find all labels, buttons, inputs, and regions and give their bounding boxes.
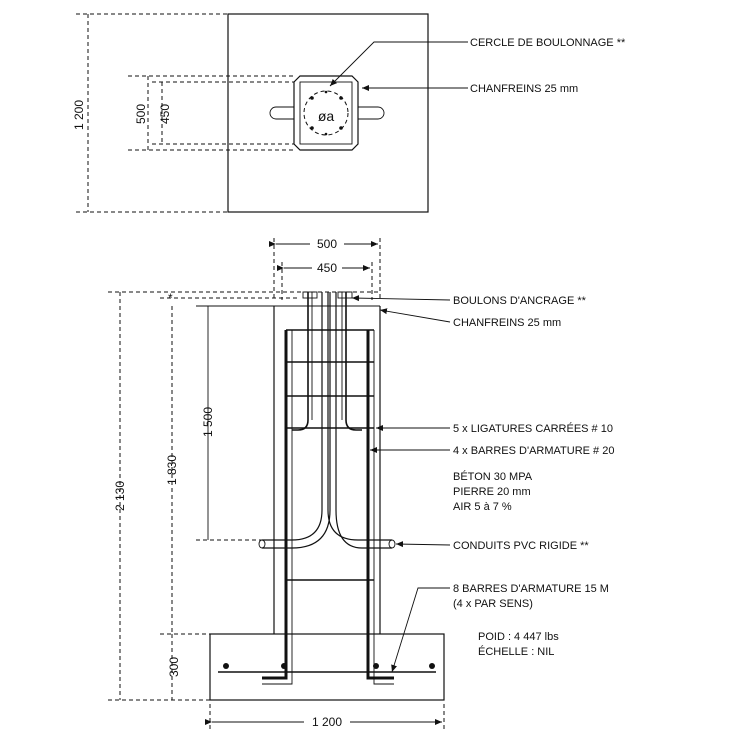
elev-top-inner-dim: 450	[316, 261, 338, 275]
elev-top-outer-dim: 500	[316, 237, 338, 251]
elevation-view	[108, 237, 614, 730]
elev-total-height-dim: 2 130	[113, 480, 127, 512]
elev-footing-width-dim: 1 200	[311, 715, 343, 729]
anchor-bolts	[292, 292, 362, 430]
anchor-bolt-leader	[352, 298, 450, 300]
scale-note: ÉCHELLE : NIL	[478, 646, 555, 658]
plan-inner-dim: 450	[158, 103, 172, 125]
ties-label: 5 x LIGATURES CARRÉES # 10	[453, 423, 613, 435]
elev-chamfer-leader	[380, 310, 450, 322]
pvc-label: CONDUITS PVC RIGIDE **	[453, 540, 589, 552]
elev-bolt-length-dim: 1 500	[201, 406, 215, 438]
footing-bars-label-1: 8 BARRES D'ARMATURE 15 M	[453, 583, 609, 595]
plan-bolt-circle-label: CERCLE DE BOULONNAGE **	[470, 37, 626, 49]
stone-note: PIERRE 20 mm	[453, 486, 531, 498]
elev-footing-height-dim: 300	[167, 656, 181, 678]
air-note: AIR 5 à 7 %	[453, 501, 512, 513]
elev-column-sides	[274, 306, 380, 634]
plan-center-mark: øa	[317, 108, 335, 124]
weight-note: POID : 4 447 lbs	[478, 631, 559, 643]
pvc-leader	[396, 544, 450, 545]
elev-footing-outline	[210, 634, 444, 700]
footing-bars-label-2: (4 x PAR SENS)	[453, 598, 533, 610]
plan-view	[72, 14, 626, 212]
footing-bars-leader	[392, 588, 450, 672]
plan-chamfer-label: CHANFREINS 25 mm	[470, 83, 579, 95]
footing-bars	[218, 663, 436, 672]
bars-label: 4 x BARRES D'ARMATURE # 20	[453, 445, 615, 457]
anchor-bolts-label: BOULONS D'ANCRAGE **	[453, 295, 586, 307]
plan-outer-dim: 500	[134, 103, 148, 125]
plan-overall-dim: 1 200	[72, 99, 86, 131]
concrete-note: BÉTON 30 MPA	[453, 471, 533, 483]
elev-star-mark: *	[168, 291, 173, 305]
elev-column-height-dim: 1 830	[165, 454, 179, 486]
elev-chamfers-label: CHANFREINS 25 mm	[453, 317, 562, 329]
